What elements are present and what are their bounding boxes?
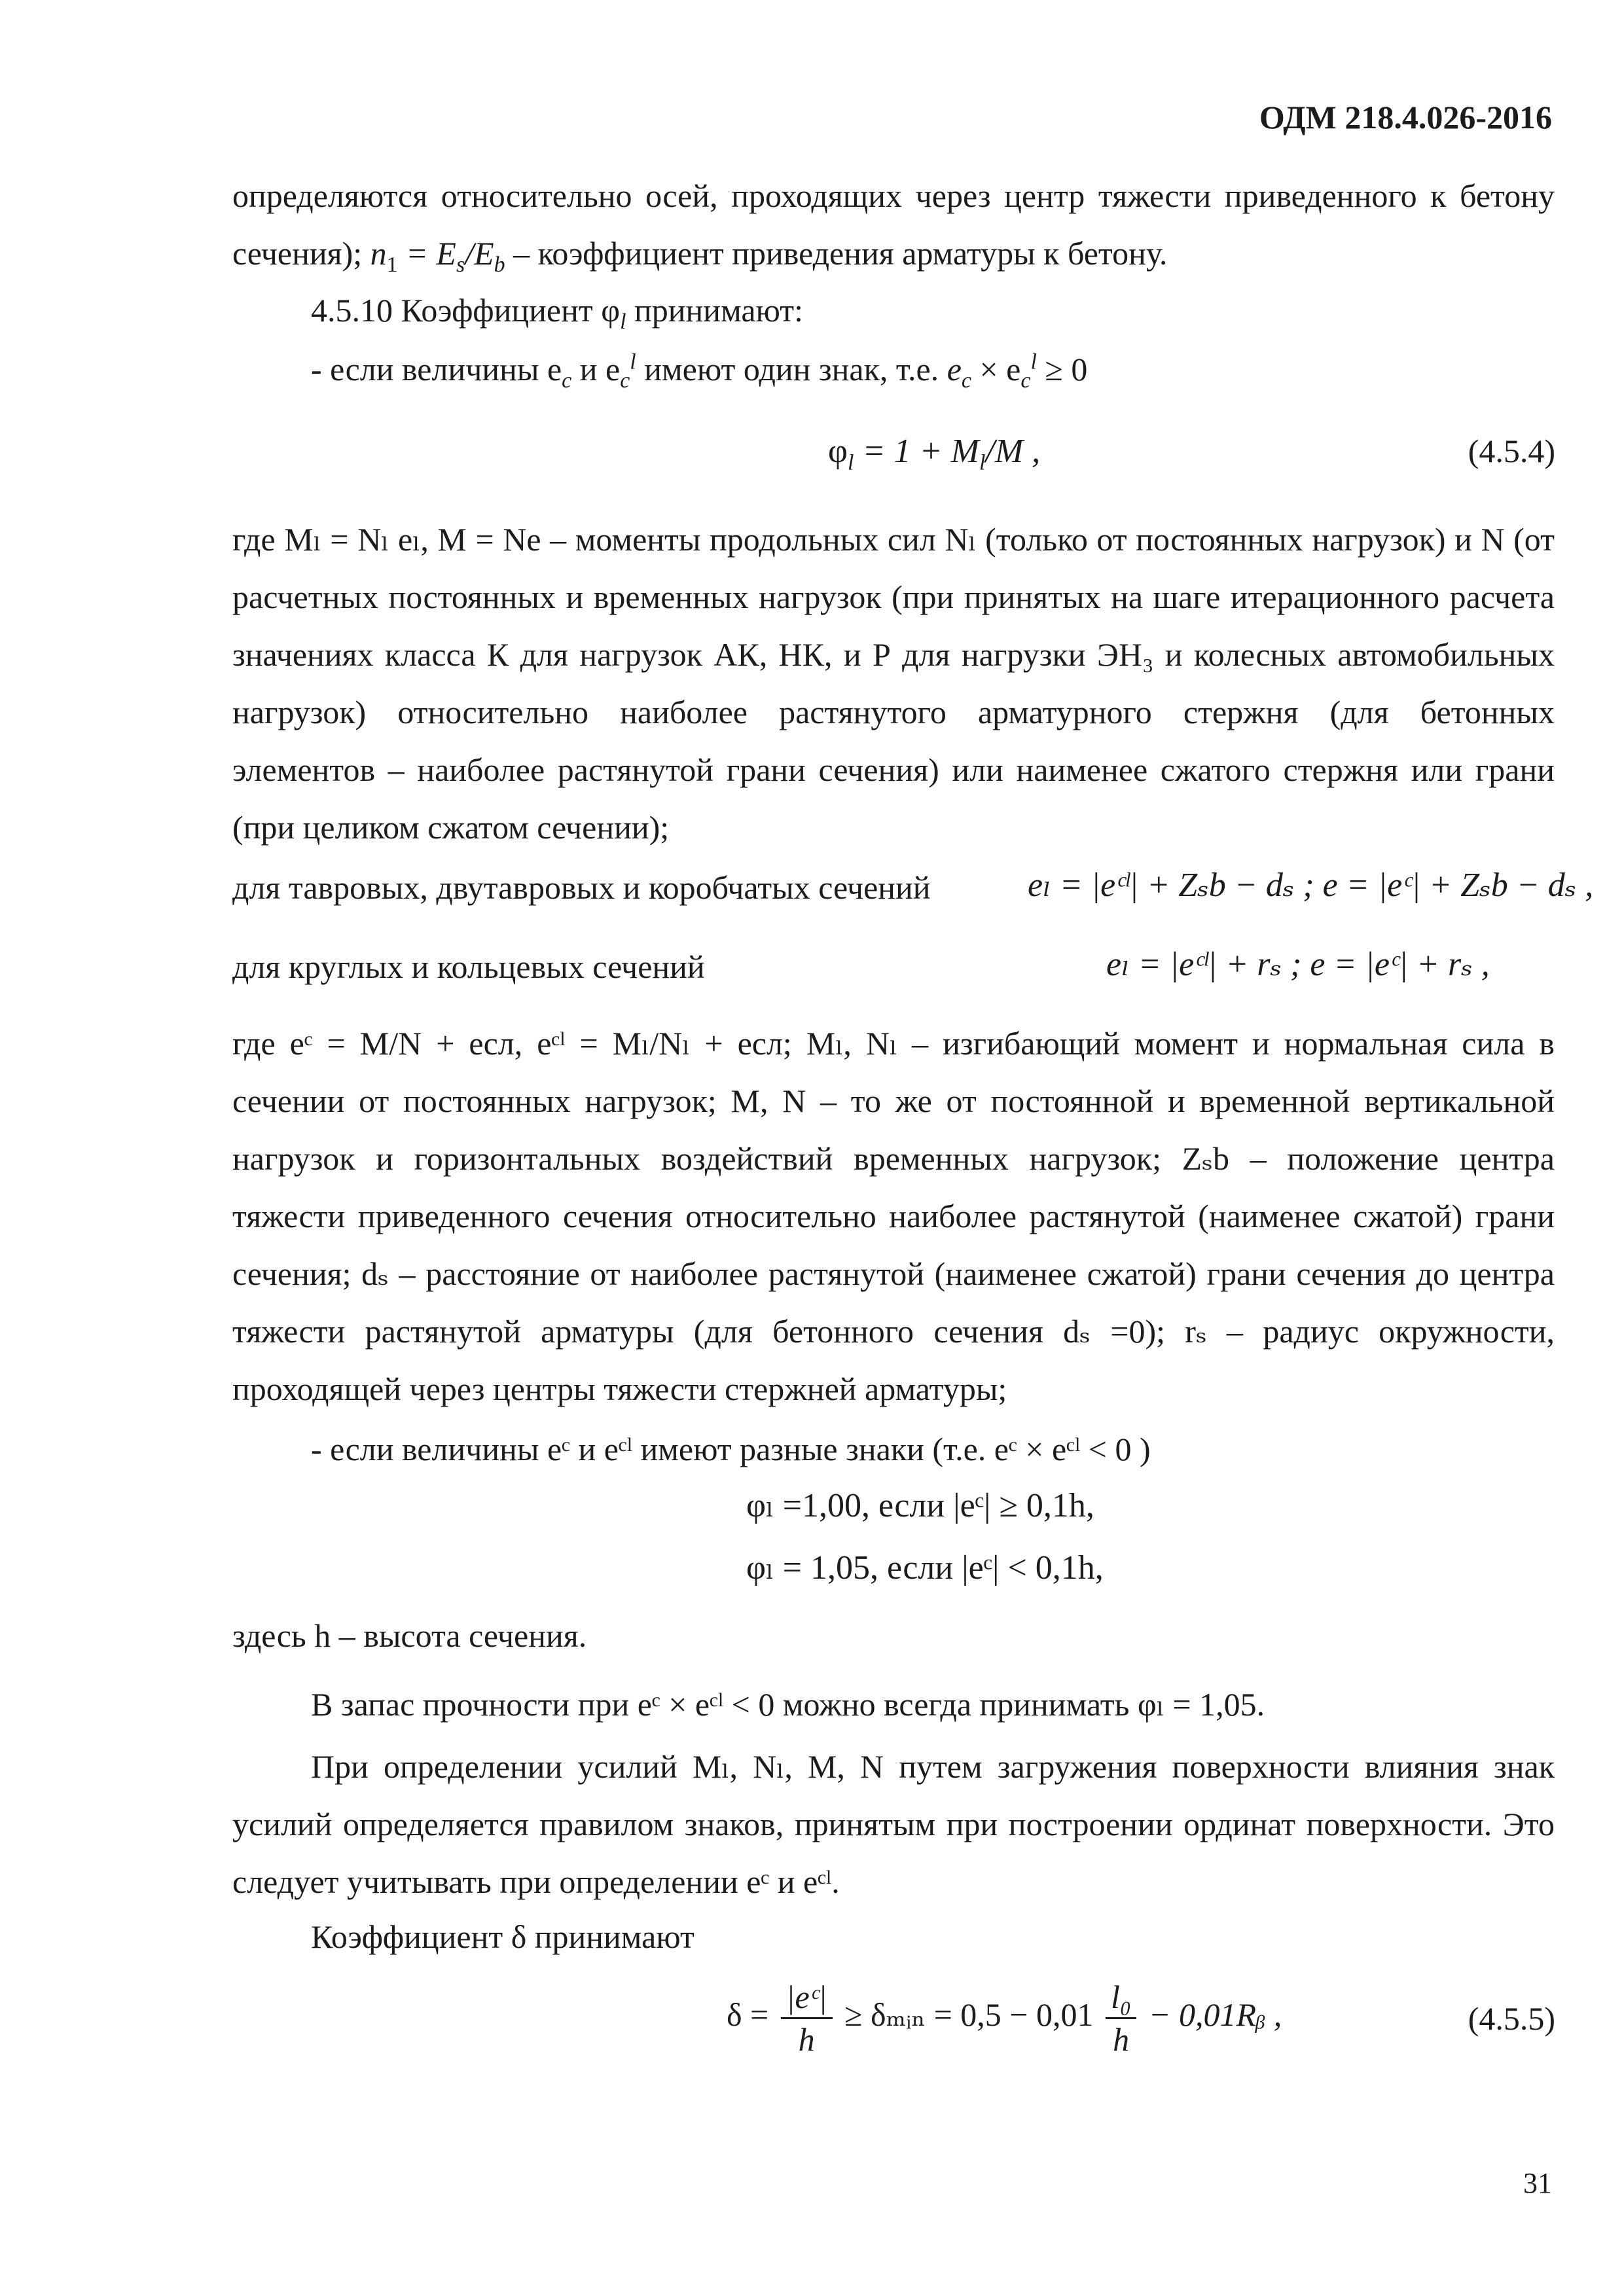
- round-sections-formula: eₗ = |eᶜˡ| + rₛ ; e = |eᶜ| + rₛ ,: [1106, 946, 1490, 983]
- delta-coefficient-intro-text: Коэффициент δ принимают: [311, 1918, 695, 1955]
- round-sections-label: для круглых и кольцевых сечений: [232, 948, 705, 985]
- condition-same-sign-text: - если величины $e_c$ и $e_c^l$ имеют один знак, т.е. $e_c \times e_c^l \ge 0$: [311, 350, 1088, 393]
- equation-4-5-5: δ = $\frac{\text{|eᶜ|}}{h}$ ≥ δₘᵢₙ = 0,5 − 0,01 $\frac{\text{l₀}}{h}$ − 0,01Rᵦ ,: [727, 1977, 1282, 2060]
- clause-4-5-10: [232, 281, 1555, 339]
- equation-4-5-4: $\varphi_l = 1 + M_l/M$ ,: [828, 433, 1041, 475]
- paragraph-1-line-1: определяются относительно осей, проходящих через центр тяжести приведенного к бетону: [232, 177, 1555, 214]
- paragraph-sign-rule-line-3: следует учитывать при определении eᶜ и eᶜˡ.: [232, 1863, 840, 1900]
- paragraph-moments: [232, 511, 1555, 856]
- document-code-header: ОДМ 218.4.026-2016: [1259, 99, 1552, 135]
- delta-coefficient-intro: [232, 1908, 1555, 1965]
- paragraph-sign-rule-line-2: усилий определяется правилом знаков, принятым при построении ординат поверхности. Это: [232, 1806, 1555, 1842]
- fraction-l0-over-h: $\frac{\text{l₀}}{h}$: [1106, 1977, 1136, 2060]
- equation-phi-100: φₗ =1,00, если |eᶜ| ≥ 0,1h,: [746, 1487, 1094, 1524]
- paragraph-1: [232, 167, 1555, 282]
- paragraph-moments-line-2: расчетных постоянных и временных нагрузок (при принятых на шаге итерационного расчета: [232, 579, 1555, 615]
- tee-sections-formula: eₗ = |eᶜˡ| + Zₛb − dₛ ; e = |eᶜ| + Zₛb − dₛ ,: [1028, 867, 1594, 904]
- equation-number-4-5-5: (4.5.5): [1468, 2000, 1555, 2037]
- tee-sections-label: для тавровых, двутавровых и коробчатых сечений: [232, 869, 931, 906]
- height-definition-text: здесь h – высота сечения.: [232, 1617, 587, 1654]
- paragraph-definitions-line-6: тяжести растянутой арматуры (для бетонного сечения dₛ =0); rₛ – радиус окружности,: [232, 1313, 1555, 1350]
- fraction-ec-over-h: $\frac{\text{|eᶜ|}}{h}$: [781, 1977, 833, 2060]
- condition-different-signs: [232, 1420, 1555, 1478]
- height-definition: [232, 1607, 1555, 1664]
- condition-different-signs-text: - если величины eᶜ и eᶜˡ имеют разные знаки (т.е. eᶜ × eᶜˡ < 0 ): [311, 1431, 1151, 1467]
- condition-same-sign: [232, 340, 1555, 398]
- paragraph-sign-rule-line-1: При определении усилий Mₗ, Nₗ, M, N путем загружения поверхности влияния знак: [311, 1748, 1555, 1785]
- paragraph-definitions-line-4: тяжести приведенного сечения относительно наиболее растянутой (наименее сжатой) грани: [232, 1198, 1555, 1234]
- paragraph-definitions-line-5: сечения; dₛ – расстояние от наиболее растянутой (наименее сжатой) грани сечения до центра: [232, 1255, 1555, 1292]
- safety-margin-note-text: В запас прочности при eᶜ × eᶜˡ < 0 можно всегда принимать φₗ = 1,05.: [311, 1686, 1265, 1723]
- paragraph-definitions-line-3: нагрузок и горизонтальных воздействий временных нагрузок; Zₛb – положение центра: [232, 1140, 1555, 1177]
- paragraph-moments-line-4: нагрузок) относительно наиболее растянутого арматурного стержня (для бетонных: [232, 694, 1555, 730]
- paragraph-definitions-line-1: где eᶜ = M/N + eсл, eᶜˡ = Mₗ/Nₗ + eсл; Mₗ, Nₗ – изгибающий момент и нормальная сила в: [232, 1025, 1555, 1062]
- paragraph-definitions: [232, 1014, 1555, 1418]
- paragraph-moments-line-5: элементов – наиболее растянутой грани сечения) или наименее сжатого стержня или грани: [232, 751, 1555, 788]
- page-number: 31: [1523, 2167, 1552, 2199]
- paragraph-definitions-line-7: проходящей через центры тяжести стержней арматуры;: [232, 1371, 1007, 1407]
- paragraph-1-line-2: сечения); $n_1 = E_s/E_b$ – коэффициент приведения арматуры к бетону.: [232, 235, 1168, 277]
- equation-phi-105: φₗ = 1,05, если |eᶜ| < 0,1h,: [746, 1549, 1104, 1587]
- safety-margin-note: [232, 1676, 1555, 1733]
- paragraph-moments-line-3: значениях класса К для нагрузок АК, НК, и Р для нагрузки ЭН₃ и колесных автомобильных: [232, 636, 1555, 673]
- paragraph-definitions-line-2: сечении от постоянных нагрузок; M, N – то же от постоянной и временной вертикальной: [232, 1083, 1555, 1119]
- equation-number-4-5-4: (4.5.4): [1468, 433, 1555, 469]
- paragraph-sign-rule: [232, 1738, 1555, 1910]
- clause-4-5-10-title: 4.5.10 Коэффициент $\varphi_l$ принимают:: [311, 292, 803, 334]
- paragraph-moments-line-6: (при целиком сжатом сечении);: [232, 809, 670, 846]
- paragraph-moments-line-1: где Mₗ = Nₗ eₗ, M = Ne – моменты продольных сил Nₗ (только от постоянных нагрузок) и N (от: [232, 521, 1555, 558]
